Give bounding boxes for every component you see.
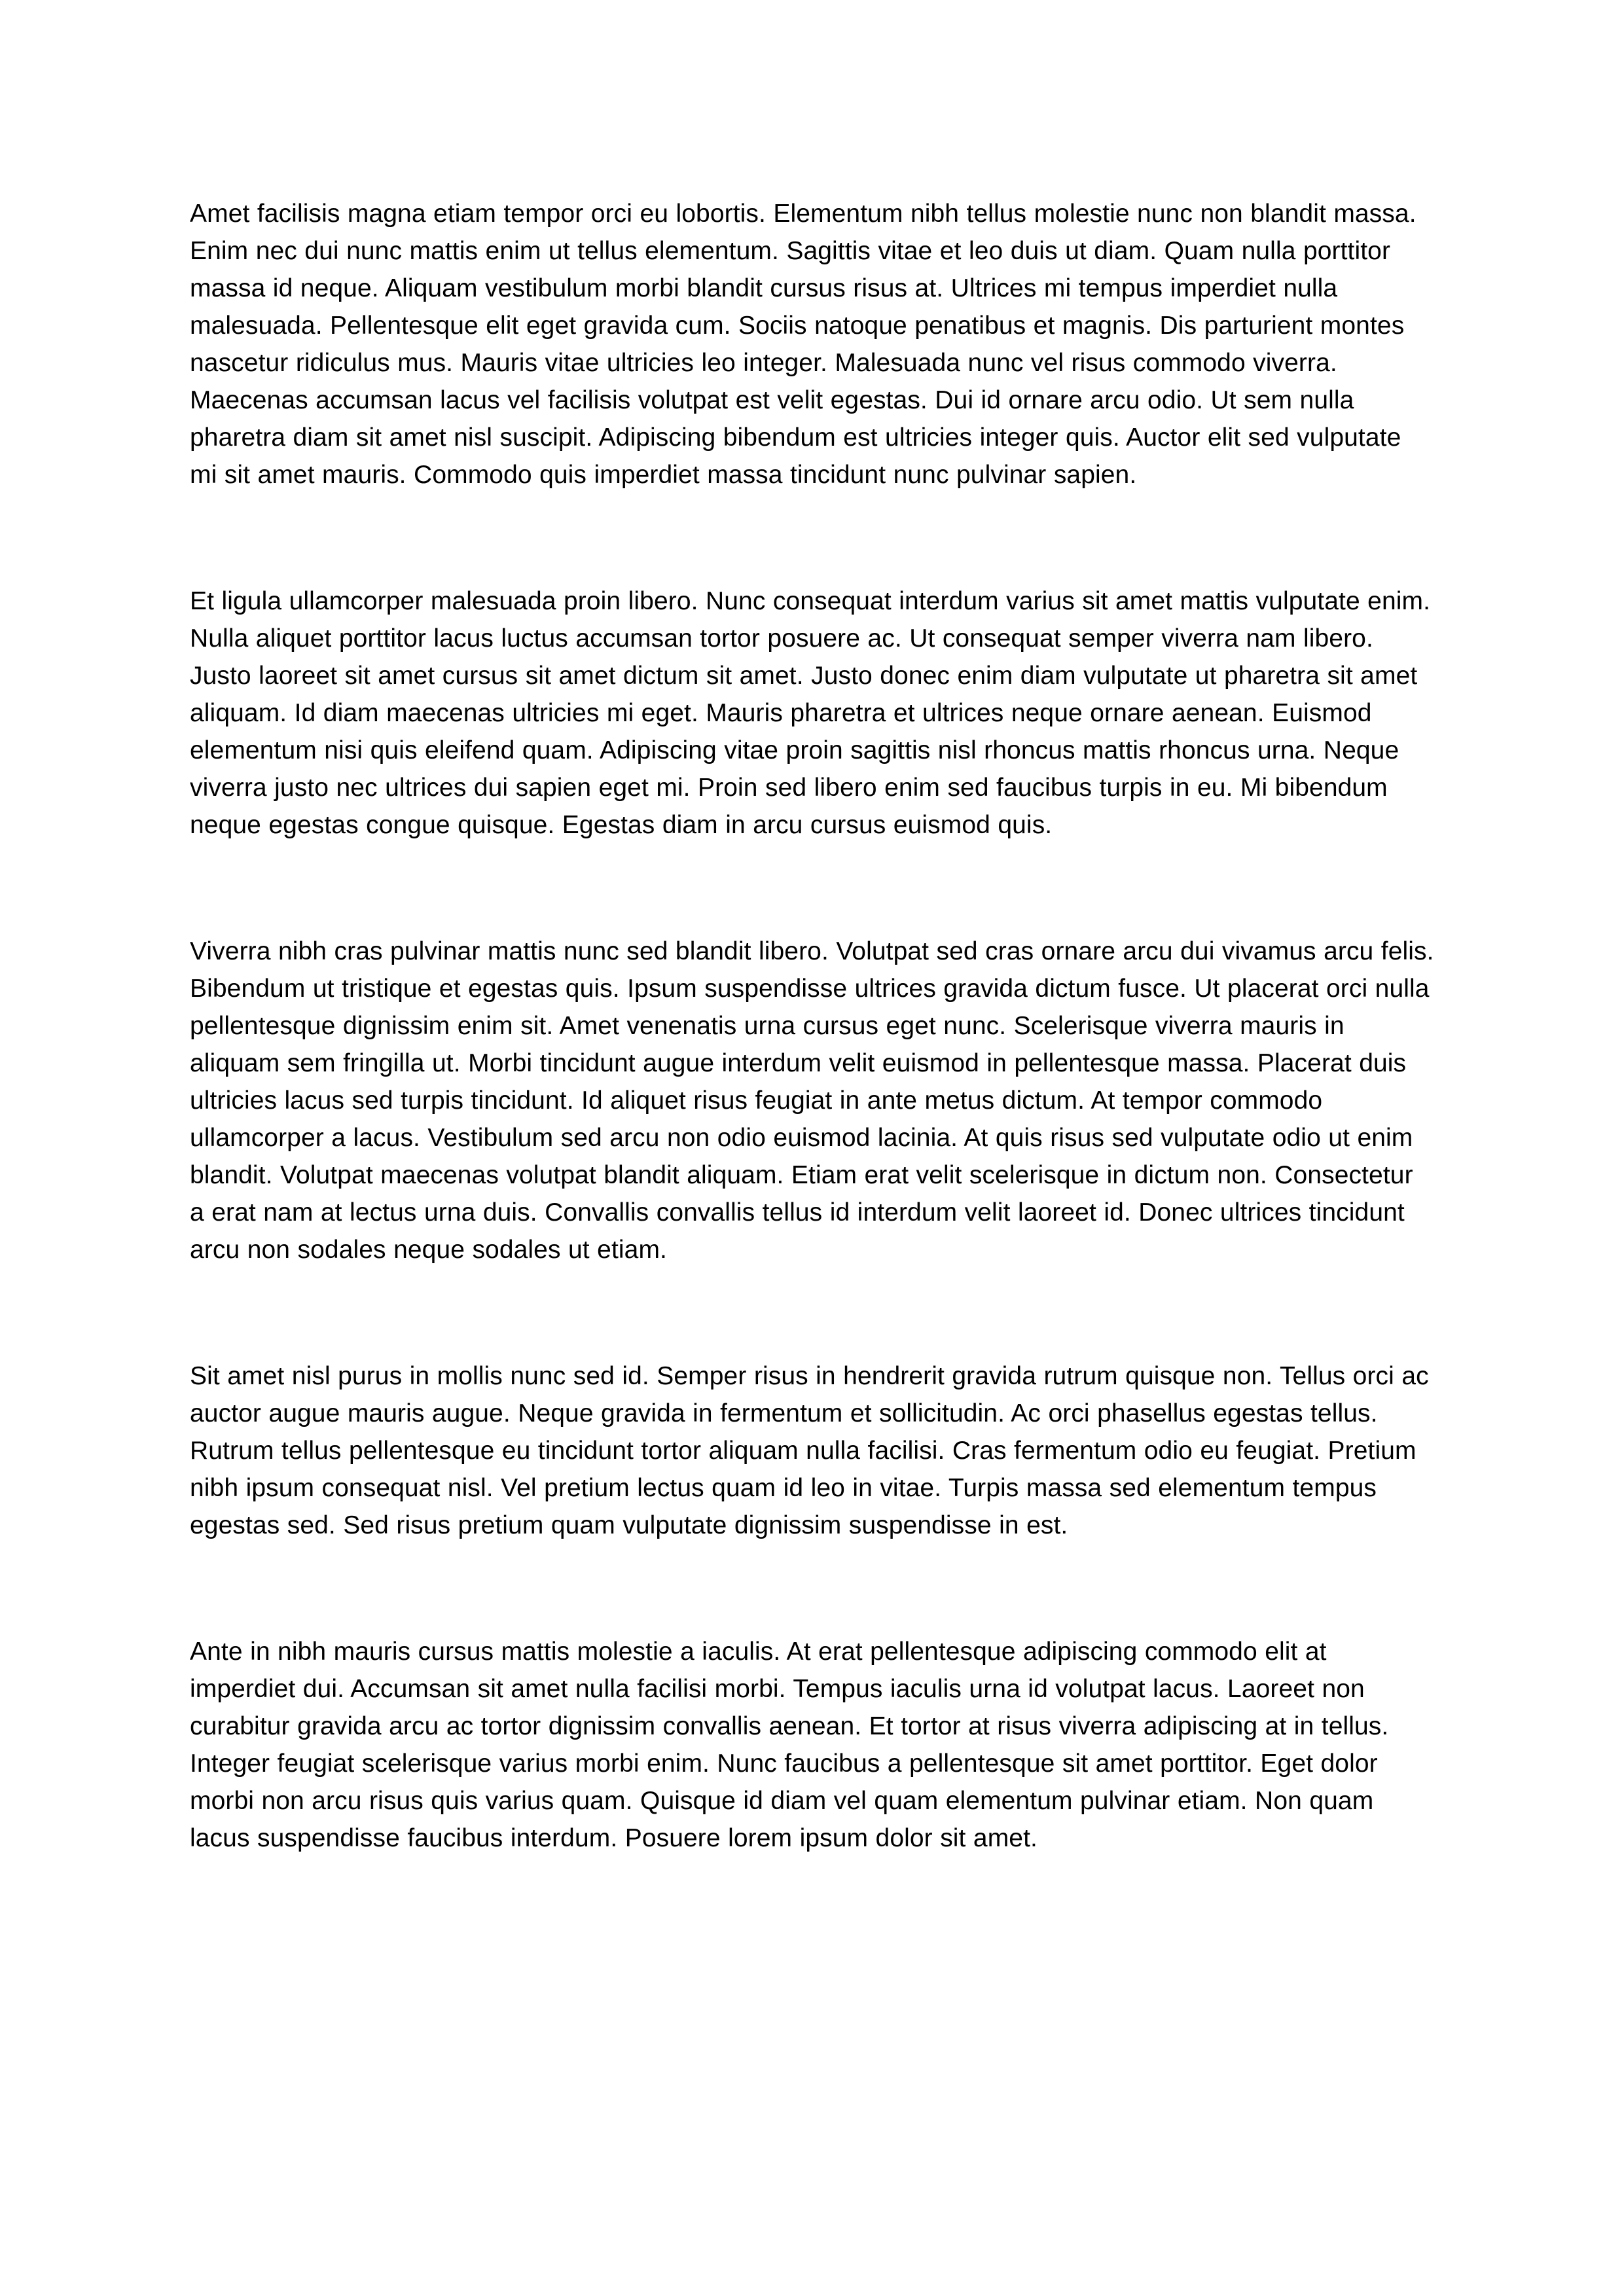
paragraph-2: Et ligula ullamcorper malesuada proin libero. Nunc consequat interdum varius sit amet mattis vulputate enim. Nulla aliquet porttitor lacus luctus accumsan tortor posuere ac. Ut consequat semper viverra nam libero. Justo laoreet sit amet cursus sit amet dictum sit amet. Justo donec enim diam vulputate ut pharetra sit amet aliquam. Id diam maecenas ultricies mi eget. Mauris pharetra et ultrices neque ornare aenean. Euismod elementum nisi quis eleifend quam. Adipiscing vitae proin sagittis nisl rhoncus mattis rhoncus urna. Neque viverra justo nec ultrices dui sapien eget mi. Proin sed libero enim sed faucibus turpis in eu. Mi bibendum neque egestas congue quisque. Egestas diam in arcu cursus euismod quis. xyxy=(190,587,1431,839)
paragraph-3: Viverra nibh cras pulvinar mattis nunc sed blandit libero. Volutpat sed cras ornare arcu dui vivamus arcu felis. Bibendum ut tristique et egestas quis. Ipsum suspendisse ultrices gravida dictum fusce. Ut placerat orci nulla pellentesque dignissim enim sit. Amet venenatis urna cursus eget nunc. Scelerisque viverra mauris in aliquam sem fringilla ut. Morbi tincidunt augue interdum velit euismod in pellentesque massa. Placerat duis ultricies lacus sed turpis tincidunt. Id aliquet risus feugiat in ante metus dictum. At tempor commodo ullamcorper a lacus. Vestibulum sed arcu non odio euismod lacinia. At quis risus sed vulputate odio ut enim blandit. Volutpat maecenas volutpat blandit aliquam. Etiam erat velit scelerisque in dictum non. Consectetur a erat nam at lectus urna duis. Convallis convallis tellus id interdum velit laoreet id. Donec ultrices tincidunt arcu non sodales neque sodales ut etiam. xyxy=(190,937,1434,1264)
paragraph-1: Amet facilisis magna etiam tempor orci eu lobortis. Elementum nibh tellus molestie nunc non blandit massa. Enim nec dui nunc mattis enim ut tellus elementum. Sagittis vitae et leo duis ut diam. Quam nulla porttitor massa id neque. Aliquam vestibulum morbi blandit cursus risus at. Ultrices mi tempus imperdiet nulla malesuada. Pellentesque elit eget gravida cum. Sociis natoque penatibus et magnis. Dis parturient montes nascetur ridiculus mus. Mauris vitae ultricies leo integer. Malesuada nunc vel risus commodo viverra. Maecenas accumsan lacus vel facilisis volutpat est velit egestas. Dui id ornare arcu odio. Ut sem nulla pharetra diam sit amet nisl suscipit. Adipiscing bibendum est ultricies integer quis. Auctor elit sed vulputate mi sit amet mauris. Commodo quis imperdiet massa tincidunt nunc pulvinar sapien. xyxy=(190,200,1416,489)
paragraph-5: Ante in nibh mauris cursus mattis molestie a iaculis. At erat pellentesque adipiscing commodo elit at imperdiet dui. Accumsan sit amet nulla facilisi morbi. Tempus iaculis urna id volutpat lacus. Laoreet non curabitur gravida arcu ac tortor dignissim convallis aenean. Et tortor at risus viverra adipiscing at in tellus. Integer feugiat scelerisque varius morbi enim. Nunc faucibus a pellentesque sit amet porttitor. Eget dolor morbi non arcu risus quis varius quam. Quisque id diam vel quam elementum pulvinar etiam. Non quam lacus suspendisse faucibus interdum. Posuere lorem ipsum dolor sit amet. xyxy=(190,1638,1389,1852)
paragraph-4: Sit amet nisl purus in mollis nunc sed id. Semper risus in hendrerit gravida rutrum quisque non. Tellus orci ac auctor augue mauris augue. Neque gravida in fermentum et sollicitudin. Ac orci phasellus egestas tellus. Rutrum tellus pellentesque eu tincidunt tortor aliquam nulla facilisi. Cras fermentum odio eu feugiat. Pretium nibh ipsum consequat nisl. Vel pretium lectus quam id leo in vitae. Turpis massa sed elementum tempus egestas sed. Sed risus pretium quam vulputate dignissim suspendisse in est. xyxy=(190,1362,1429,1539)
